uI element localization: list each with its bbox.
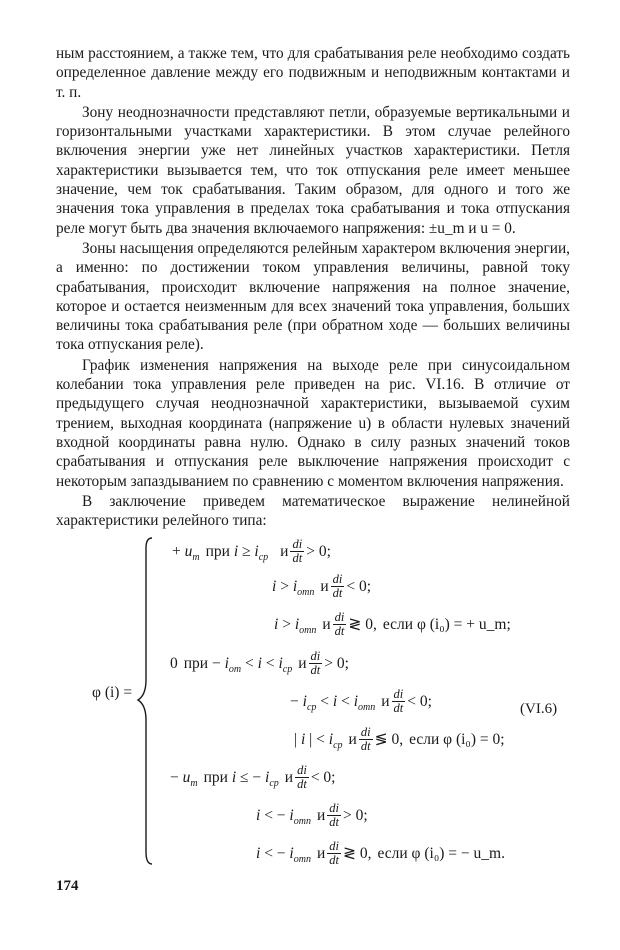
row-8-cond: i < − $i_{отп}$ bbox=[256, 806, 311, 827]
row-3-cond: $i > i_{отп}$ bbox=[274, 615, 317, 636]
derivative-fraction: $\frac{di}{dt}$ bbox=[310, 649, 321, 677]
paragraph-3: Зоны насыщения определяются релейным характером включения энергии, а именно: по достижении током управления величины, равной току срабатывания, происходит включение напряжения на полное значение, которое и остается неизменным для всех значений тока управления, больших величины тока срабатывания реле (при обратном ходе — больших величины тока отпускания реле). bbox=[56, 239, 570, 354]
equation-number: (VI.6) bbox=[520, 701, 558, 717]
row-8-and: и bbox=[316, 806, 326, 824]
paragraph-1: ным расстоянием, а также тем, что для срабатывания реле необходимо создать определенное давление между его подвижным и неподвижным контактами и т. п. bbox=[56, 45, 570, 101]
row-7-pre: − $u_m$ bbox=[170, 768, 198, 789]
row-5-cond: − $i_{ср} < i < i_{отп}$ bbox=[290, 692, 376, 713]
row-1-and: и bbox=[280, 542, 289, 560]
derivative-fraction: $\frac{di}{dt}$ bbox=[292, 537, 303, 565]
paragraph-5: В заключение приведем математическое выражение нелинейной характеристики релейного типа: bbox=[56, 492, 570, 530]
derivative-fraction: $\frac{di}{dt}$ bbox=[329, 839, 339, 867]
row-9-cond: i < − $i_{отп}$ bbox=[256, 844, 311, 865]
formula-row-2 bbox=[272, 573, 371, 600]
derivative-fraction: $\frac{di}{dt}$ bbox=[329, 801, 339, 829]
row-2-and: и bbox=[320, 577, 329, 595]
row-6-cond: | i | < $i_{ср}$ bbox=[294, 730, 343, 751]
row-2-cond: $i > i_{отп}$ bbox=[272, 577, 315, 598]
formula-row-1 bbox=[172, 538, 331, 565]
row-5-and: и bbox=[381, 692, 390, 710]
formula-block bbox=[0, 530, 620, 870]
row-4-and: и bbox=[298, 654, 307, 672]
formula-row-6 bbox=[294, 726, 505, 753]
derivative-fraction: $\frac{di}{dt}$ bbox=[360, 725, 371, 753]
formula-row-9 bbox=[256, 840, 505, 867]
row-6-tail: если φ (i₀) = 0; bbox=[409, 730, 505, 748]
row-9-and: и bbox=[316, 844, 326, 862]
formula-row-7 bbox=[170, 764, 336, 791]
body-text bbox=[56, 44, 570, 530]
derivative-fraction: $\frac{di}{dt}$ bbox=[332, 572, 343, 600]
row-7-and: и bbox=[284, 768, 294, 786]
derivative-fraction: $\frac{di}{dt}$ bbox=[393, 687, 404, 715]
row-3-sign: ≷ 0, bbox=[348, 616, 377, 633]
paragraph-4: График изменения напряжения на выходе реле при синусоидальном колебании тока управления реле приведен на рис. VI.16. В отличие от предыдущего случая неоднозначной характеристики, вызываемой сухим трением, выходная координата (напряжение u) в области нулевых значений входной координаты равна нулю. Однако в силу разных значений токов срабатывания и отпускания реле выключение напряжения происходит с некоторым запаздыванием по сравнению с моментом включения напряжения. bbox=[56, 356, 570, 490]
formula-row-8 bbox=[256, 802, 368, 829]
row-1-cond: при $i \ge i_{ср}$ bbox=[205, 542, 269, 563]
formula-row-4 bbox=[170, 650, 349, 677]
row-6-sign: ≶ 0, bbox=[374, 731, 404, 748]
row-9-sign: ≷ 0, bbox=[343, 845, 372, 862]
row-3-tail: если φ (i₀) = + u_m; bbox=[382, 615, 511, 633]
row-5-sign: < 0; bbox=[407, 692, 432, 710]
row-4-cond: при − $i_{от} < i < i_{ср}$ bbox=[183, 654, 293, 675]
formula-row-3 bbox=[274, 611, 511, 638]
paragraph-2: Зону неоднозначности представляют петли, образуемые вертикальными и горизонтальными участками характеристики. В этом случае релейного включения энергии уже нет линейных участков характеристики. Петля характеристики вызывается тем, что ток отпускания реле имеет меньшее значение, чем ток срабатывания. Таким образом, для одного и того же значения тока управления в пределах тока срабатывания и тока отпускания реле могут быть два значения включаемого напряжения: ±u_m и u = 0. bbox=[56, 103, 570, 237]
derivative-fraction: $\frac{di}{dt}$ bbox=[297, 763, 307, 791]
row-6-and: и bbox=[348, 730, 357, 748]
derivative-fraction: $\frac{di}{dt}$ bbox=[334, 610, 345, 638]
formula-lhs: φ (i) = bbox=[92, 684, 133, 701]
row-4-sign: > 0; bbox=[324, 654, 349, 672]
row-2-sign: < 0; bbox=[346, 577, 372, 595]
row-8-sign: > 0; bbox=[343, 806, 368, 824]
row-9-tail: если φ (i₀) = − u_m. bbox=[377, 844, 505, 862]
formula-row-5 bbox=[290, 688, 432, 715]
row-3-and: и bbox=[322, 615, 331, 633]
row-1-sign: > 0; bbox=[306, 542, 331, 560]
row-4-pre: 0 bbox=[170, 654, 178, 672]
row-1-pre: + $u_m$ bbox=[172, 542, 200, 563]
row-7-sign: < 0; bbox=[310, 768, 336, 786]
row-7-cond: при i ≤ − $i_{ср}$ bbox=[203, 768, 279, 789]
page-number: 174 bbox=[56, 878, 79, 894]
